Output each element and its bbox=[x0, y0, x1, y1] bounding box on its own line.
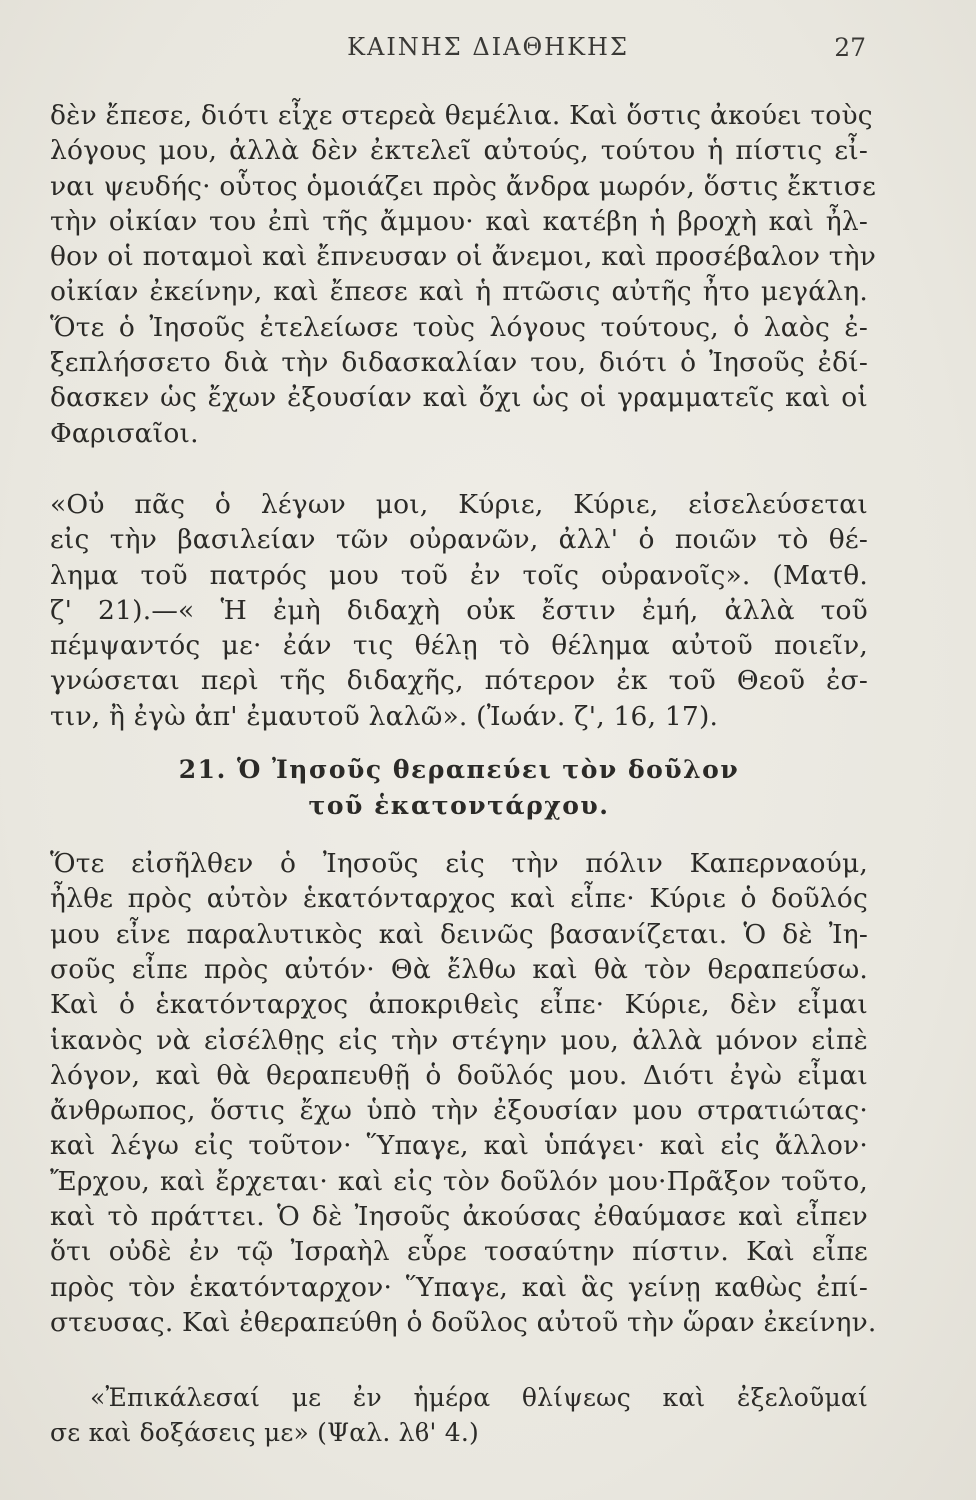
text-line: δασκεν ὡς ἔχων ἐξουσίαν καὶ ὄχι ὡς οἱ γραμματεῖς καὶ οἱ bbox=[50, 382, 868, 414]
text-line: ξεπλήσσετο διὰ τὴν διδασκαλίαν του, διότι ὁ Ἰησοῦς ἐδί- bbox=[50, 347, 868, 379]
text-line: πρὸς τὸν ἑκατόνταρχον· Ὕπαγε, καὶ ἃς γείνῃ καθὼς ἐπί- bbox=[50, 1271, 868, 1303]
text-line: ἱκανὸς νὰ εἰσέλθῃς εἰς τὴν στέγην μου, ἀλλὰ μόνον εἰπὲ bbox=[50, 1024, 868, 1056]
footnote-line: «Ἐπικάλεσαί με ἐν ἡμέρα θλίψεως καὶ ἐξελοῦμαί bbox=[90, 1383, 868, 1413]
footnote-line: σε καὶ δοξάσεις με» (Ψαλ. λϐ' 4.) bbox=[50, 1418, 479, 1448]
text-line: μου εἶνε παραλυτικὸς καὶ δεινῶς βασανίζεται. Ὁ δὲ Ἰη- bbox=[50, 918, 868, 950]
text-line: γνώσεται περὶ τῆς διδαχῆς, πότερον ἐκ τοῦ Θεοῦ ἐσ- bbox=[50, 665, 868, 697]
paragraph-gap bbox=[50, 451, 868, 487]
text-line: σοῦς εἶπε πρὸς αὐτόν· Θὰ ἔλθω καὶ θὰ τὸν θεραπεύσω. bbox=[50, 953, 868, 985]
section-heading bbox=[50, 752, 868, 824]
scripture-footnote bbox=[50, 1380, 868, 1450]
text-line: καὶ λέγω εἰς τοῦτον· Ὕπαγε, καὶ ὑπάγει· καὶ εἰς ἄλλον· bbox=[50, 1130, 868, 1162]
body-text bbox=[50, 98, 877, 1450]
running-head: ΚΑΙΝΗΣ ΔΙΑΘΗΚΗΣ bbox=[347, 33, 629, 61]
section-heading-line-2: τοῦ ἑκατοντάρχου. bbox=[308, 791, 610, 821]
text-line: ἄνθρωπος, ὅστις ἔχω ὑπὸ τὴν ἐξουσίαν μου στρατιώτας· bbox=[50, 1095, 868, 1127]
text-line: λόγους μου, ἀλλὰ δὲν ἐκτελεῖ αὐτούς, τούτου ἡ πίστις εἶ- bbox=[50, 135, 868, 167]
text-line: Ὅτε ὁ Ἰησοῦς ἐτελείωσε τοὺς λόγους τούτους, ὁ λαὸς ἐ- bbox=[50, 311, 868, 343]
text-line: λόγον, καὶ θὰ θεραπευθῇ ὁ δοῦλός μου. Διότι ἐγὼ εἶμαι bbox=[50, 1059, 868, 1091]
paragraph-3 bbox=[50, 846, 877, 1340]
text-line: εἰς τὴν βασιλείαν τῶν οὐρανῶν, ἀλλ' ὁ ποιῶν τὸ θέ- bbox=[50, 524, 868, 556]
text-line: λημα τοῦ πατρός μου τοῦ ἐν τοῖς οὐρανοῖς». (Ματθ. bbox=[50, 559, 868, 591]
text-line: Ἔρχου, καὶ ἔρχεται· καὶ εἰς τὸν δοῦλόν μου·Πρᾶξον τοῦτο, bbox=[50, 1165, 868, 1197]
paragraph-2-quotation bbox=[50, 487, 868, 734]
text-line: πέμψαντός με· ἐάν τις θέλῃ τὸ θέλημα αὐτοῦ ποιεῖν, bbox=[50, 630, 868, 662]
text-line: καὶ τὸ πράττει. Ὁ δὲ Ἰησοῦς ἀκούσας ἐθαύμασε καὶ εἶπεν bbox=[50, 1201, 868, 1233]
text-line: ὅτι οὐδὲ ἐν τῷ Ἰσραὴλ εὗρε τοσαύτην πίστιν. Καὶ εἶπε bbox=[50, 1236, 868, 1268]
paragraph-1 bbox=[50, 98, 877, 451]
text-line: δὲν ἔπεσε, διότι εἶχε στερεὰ θεμέλια. Καὶ ὅστις ἀκούει τοὺς bbox=[50, 100, 873, 131]
text-line: «Οὐ πᾶς ὁ λέγων μοι, Κύριε, Κύριε, εἰσελεύσεται bbox=[50, 488, 868, 520]
page-number: 27 bbox=[834, 33, 866, 62]
text-line: οἰκίαν ἐκείνην, καὶ ἔπεσε καὶ ἡ πτῶσις αὐτῆς ἦτο μεγάλη. bbox=[50, 276, 868, 308]
text-line: ἦλθε πρὸς αὐτὸν ἑκατόνταρχος καὶ εἶπε· Κύριε ὁ δοῦλός bbox=[50, 883, 868, 915]
text-line: ζ' 21).—« Ἡ ἐμὴ διδαχὴ οὐκ ἔστιν ἐμή, ἀλλὰ τοῦ bbox=[50, 594, 868, 626]
text-line: Φαρισαῖοι. bbox=[50, 417, 199, 449]
text-line: τιν, ἢ ἐγὼ ἀπ' ἐμαυτοῦ λαλῶ». (Ἰωάν. ζ', 16, 17). bbox=[50, 700, 719, 732]
section-heading-line-1: 21. Ὁ Ἰησοῦς θεραπεύει τὸν δοῦλον bbox=[178, 755, 740, 785]
text-line: θον οἱ ποταμοὶ καὶ ἔπνευσαν οἱ ἄνεμοι, καὶ προσέβαλον τὴν bbox=[50, 241, 877, 273]
page-header bbox=[0, 33, 976, 73]
text-line: στευσας. Καὶ ἐθεραπεύθη ὁ δοῦλος αὐτοῦ τὴν ὥραν ἐκείνην. bbox=[50, 1306, 877, 1338]
text-line: ναι ψευδής· οὗτος ὁμοιάζει πρὸς ἄνδρα μωρόν, ὅστις ἔκτισε bbox=[50, 170, 877, 202]
text-line: τὴν οἰκίαν του ἐπὶ τῆς ἄμμου· καὶ κατέβη ἡ βροχὴ καὶ ἦλ- bbox=[50, 205, 868, 237]
text-line: Ὅτε εἰσῆλθεν ὁ Ἰησοῦς εἰς τὴν πόλιν Καπερναούμ, bbox=[50, 848, 868, 880]
text-line: Καὶ ὁ ἑκατόνταρχος ἀποκριθεὶς εἶπε· Κύριε, δὲν εἶμαι bbox=[50, 989, 868, 1021]
